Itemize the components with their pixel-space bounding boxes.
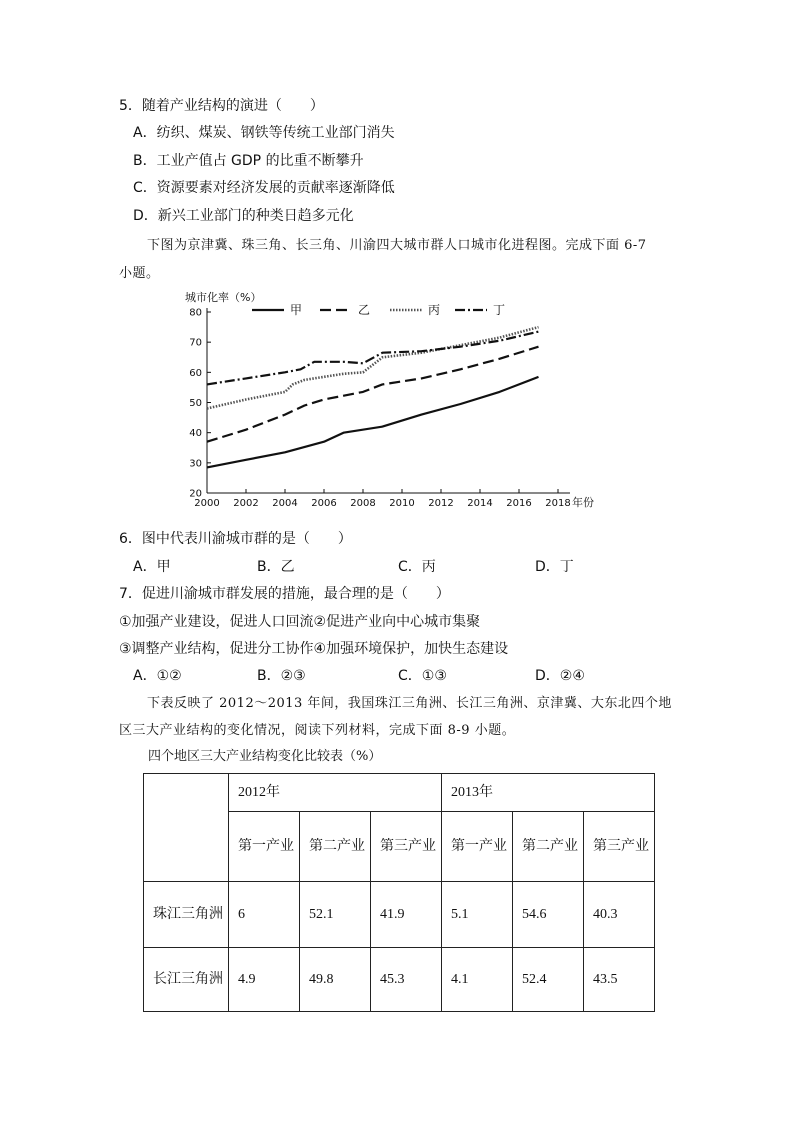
x-tick-label: 2002 [233,498,259,509]
year-2013-header: 2013年 [442,774,655,812]
table-intro-line1: 下表反映了 2012～2013 年间，我国珠江三角洲、长江三角洲、京津冀、大东北四个地 [147,696,672,711]
q5-option-d: D．新兴工业部门的种类日趋多元化 [133,208,354,224]
x-tick-label: 2008 [350,498,376,509]
table-corner-cell [144,774,229,882]
q7-option-d: D．②④ [535,668,585,684]
y-tick-label: 20 [189,488,202,500]
q7-option-b: B．②③ [257,668,306,684]
x-tick-label: 2016 [506,498,532,509]
region-cell: 长江三角洲 [144,948,229,1012]
industry-header: 第一产业 [442,812,513,882]
q7-option-a: A．①② [133,668,182,684]
x-tick-label: 2000 [194,498,220,509]
value-cell: 43.5 [584,948,655,1012]
y-tick-label: 50 [189,398,202,409]
q7-option-c: C．①③ [398,668,447,684]
value-cell: 52.4 [513,948,584,1012]
q7-stem: 7．促进川渝城市群发展的措施，最合理的是（ ） [119,586,450,602]
q7-items-line1: ①加强产业建设，促进人口回流②促进产业向中心城市集聚 [119,614,481,630]
value-cell: 54.6 [513,882,584,948]
value-cell: 49.8 [300,948,371,1012]
q5-option-a: A．纺织、煤炭、钢铁等传统工业部门消失 [133,125,395,141]
x-tick-label: 2004 [272,498,298,509]
table-intro-line2: 区三大产业结构的变化情况，阅读下列材料，完成下面 8-9 小题。 [119,723,516,738]
legend-label: 乙 [358,303,371,317]
x-tick-label: 2006 [311,498,337,509]
x-tick-label: 2010 [389,498,415,509]
industry-header: 第一产业 [229,812,300,882]
q5-option-c: C．资源要素对经济发展的贡献率逐渐降低 [133,180,395,196]
value-cell: 52.1 [300,882,371,948]
q6-option-d: D．丁 [535,559,574,575]
industry-header: 第二产业 [513,812,584,882]
industry-header: 第二产业 [300,812,371,882]
x-tick-label: 2014 [467,498,493,509]
year-2012-header: 2012年 [229,774,442,812]
q6-option-c: C．丙 [398,559,436,575]
industry-header: 第三产业 [584,812,655,882]
table-caption: 四个地区三大产业结构变化比较表（%） [148,749,382,764]
value-cell: 4.1 [442,948,513,1012]
value-cell: 5.1 [442,882,513,948]
y-tick-label: 40 [189,428,202,440]
table-year-row [144,774,655,812]
y-tick-label: 70 [189,337,202,349]
chart-intro-line1: 下图为京津冀、珠三角、长三角、川渝四大城市群人口城市化进程图。完成下面 6-7 [147,238,647,253]
industry-structure-table [143,773,655,1012]
q6-stem: 6．图中代表川渝城市群的是（ ） [119,531,352,547]
q6-option-a: A．甲 [133,559,171,575]
y-tick-label: 60 [189,367,202,379]
industry-header: 第三产业 [371,812,442,882]
q5-stem: 5．随着产业结构的演进（ ） [119,98,324,114]
legend-label: 甲 [290,303,303,317]
q5-option-b: B．工业产值占 GDP 的比重不断攀升 [133,153,364,169]
legend-label: 丙 [428,303,441,317]
y-tick-label: 30 [189,458,202,470]
q7-items-line2: ③调整产业结构，促进分工协作④加强环境保护，加快生态建设 [119,641,509,657]
x-tick-label: 2018 [545,498,571,509]
value-cell: 40.3 [584,882,655,948]
x-tick-label: 2012 [428,498,454,509]
table-row [144,882,655,948]
q6-option-b: B．乙 [257,559,295,575]
y-tick-label: 80 [189,307,202,319]
value-cell: 45.3 [371,948,442,1012]
y-axis-title: 城市化率（%） [185,291,262,304]
x-axis-title: 年份 [572,496,594,509]
urbanization-line-chart [180,288,620,518]
value-cell: 6 [229,882,300,948]
chart-intro-line2: 小题。 [119,266,160,281]
value-cell: 4.9 [229,948,300,1012]
series-line-solid [207,377,539,468]
table-row [144,948,655,1012]
value-cell: 41.9 [371,882,442,948]
legend-label: 丁 [493,303,506,317]
region-cell: 珠江三角洲 [144,882,229,948]
